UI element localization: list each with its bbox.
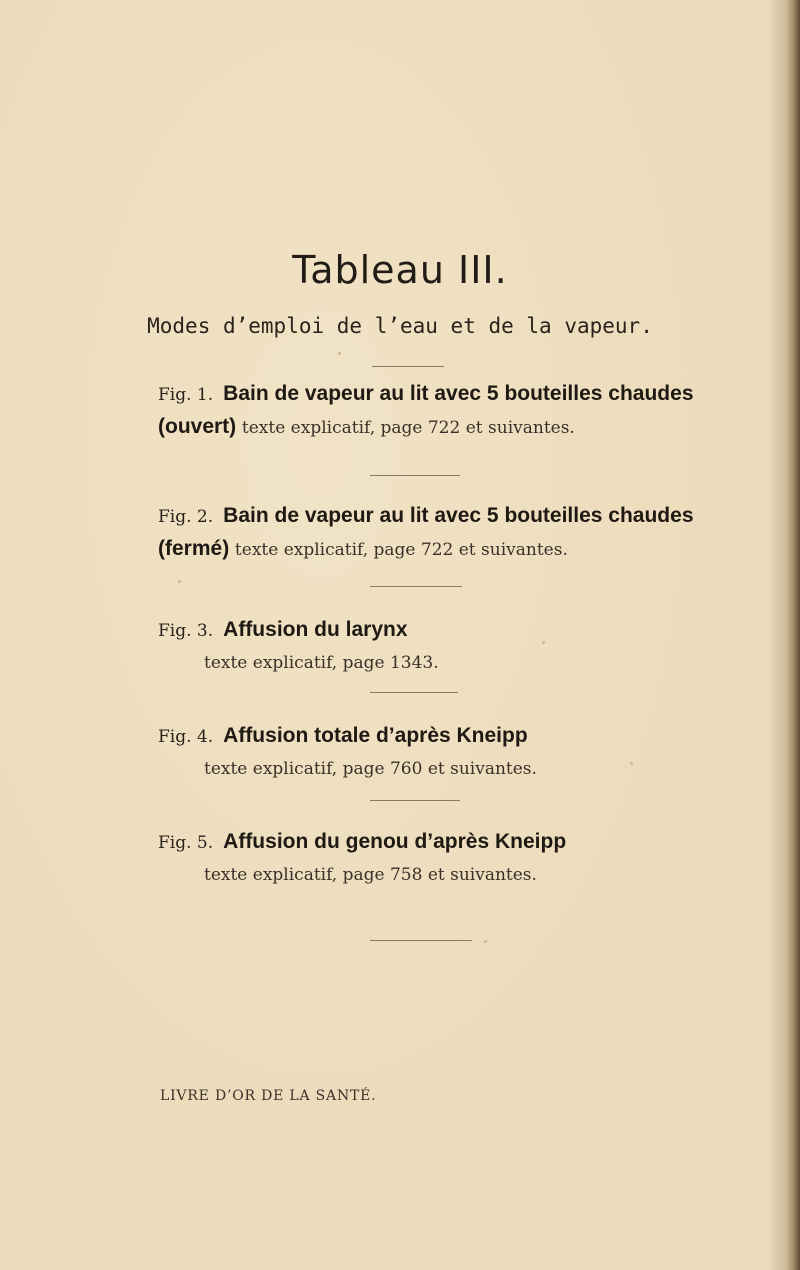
figure-entry-3 <box>158 614 798 679</box>
paper-speck <box>630 762 633 765</box>
figure-entry-2 <box>158 500 798 566</box>
figure-description: texte explicatif, page 758 et suivantes. <box>204 865 537 885</box>
paper-speck <box>542 641 545 644</box>
figure-title: Affusion du genou d’après Kneipp <box>223 830 567 853</box>
figure-title-line1: Bain de vapeur au lit avec 5 bouteilles chaudes <box>223 382 694 405</box>
figure-number: Fig. 3. <box>158 621 214 641</box>
figure-title-line2: (fermé) <box>158 537 230 560</box>
figure-number: Fig. 5. <box>158 833 214 853</box>
separator-rule <box>370 692 458 693</box>
figure-description: texte explicatif, page 722 et suivantes. <box>241 418 575 438</box>
figure-number: Fig. 4. <box>158 727 214 747</box>
figure-title: Affusion totale d’après Kneipp <box>223 724 528 747</box>
separator-rule <box>370 475 460 476</box>
separator-rule <box>370 586 462 587</box>
separator-rule <box>370 800 460 801</box>
page-subtitle: Modes d’emploi de l’eau et de la vapeur. <box>147 314 653 338</box>
paper-speck <box>338 352 341 355</box>
figure-description: texte explicatif, page 722 et suivantes. <box>234 540 568 560</box>
figure-entry-1 <box>158 378 798 444</box>
figure-title-line1: Bain de vapeur au lit avec 5 bouteilles chaudes <box>223 504 694 527</box>
figure-entry-5 <box>158 826 798 891</box>
page-footer: LIVRE D’OR DE LA SANTÉ. <box>160 1088 377 1104</box>
figure-description: texte explicatif, page 1343. <box>204 653 439 673</box>
separator-rule <box>372 366 444 367</box>
figure-number: Fig. 2. <box>158 507 214 527</box>
figure-title-line2: (ouvert) <box>158 415 237 438</box>
separator-rule <box>370 940 472 941</box>
paper-speck <box>484 940 487 943</box>
figure-number: Fig. 1. <box>158 385 214 405</box>
page-title: Tableau III. <box>292 248 508 292</box>
paper-speck <box>178 580 181 583</box>
figure-title: Affusion du larynx <box>223 618 408 641</box>
figure-description: texte explicatif, page 760 et suivantes. <box>204 759 537 779</box>
figure-entry-4 <box>158 720 798 785</box>
